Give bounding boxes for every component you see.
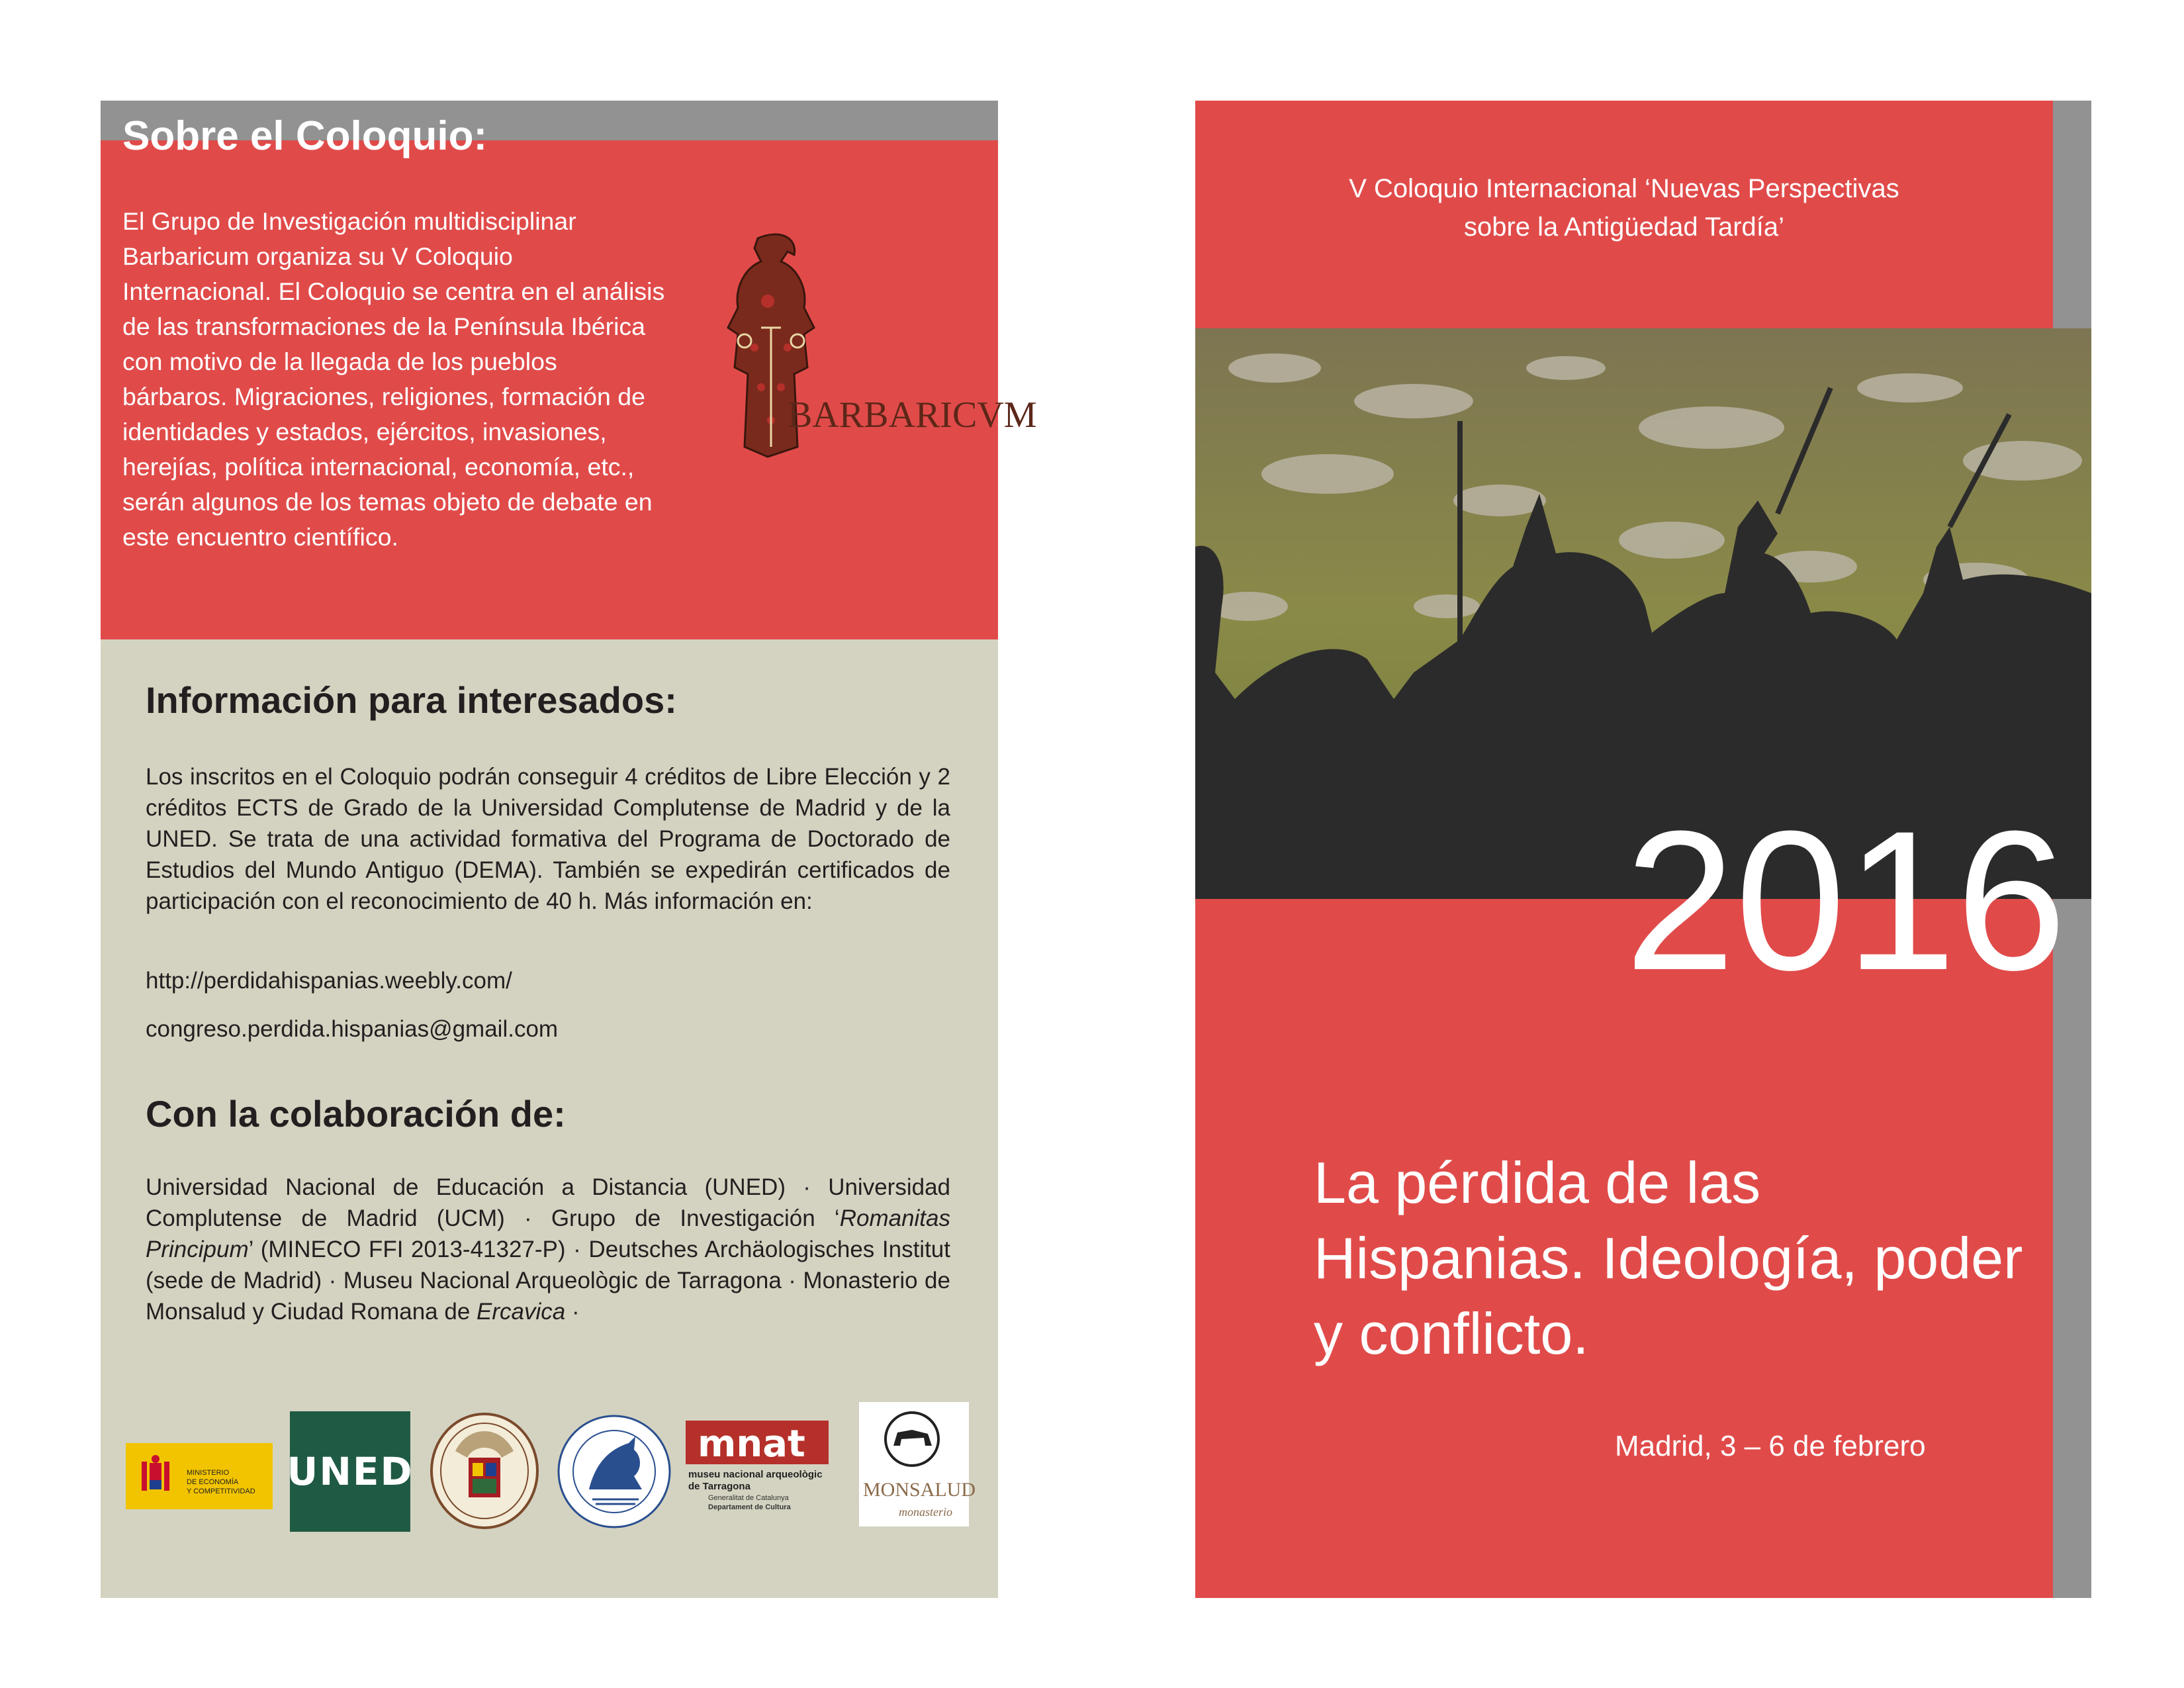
conference-title-line-1: V Coloquio Internacional ‘Nuevas Perspectivas [1349,174,1899,203]
collab-italic-ercavica: Ercavica [477,1299,566,1325]
svg-text:Departament de Cultura: Departament de Cultura [708,1503,791,1511]
about-title: Sobre el Coloquio: [122,113,488,159]
collab-text-2: ’ (MINECO FFI 2013-41327-P) · Deutsches Archäologisches Institut (sede de Madrid) · Museu Nacional Arqueològic de Tarragona · Monasterio de Monsalud y Ciudad Romana de [146,1237,950,1325]
info-body: Los inscritos en el Coloquio podrán conseguir 4 créditos de Libre Elección y 2 créditos ECTS de Grado de la Universidad Complutense de Madrid y de la UNED. Se trata de una actividad formativa del Programa de Doctorado de Estudios del Mundo Antiguo (DEMA). También se expedirán certificados de participación con el reconocimiento de 40 h. Más información en: [146,764,950,914]
collab-text-3: · [565,1299,580,1325]
collab-body [146,1172,950,1327]
dai-griffin-logo [556,1410,672,1533]
info-title: Información para interesados: [146,679,677,721]
event-dates: Madrid, 3 – 6 de febrero [1615,1430,1926,1462]
collab-text-1: Universidad Nacional de Educación a Distancia (UNED) · Universidad Complutense de Madrid (UCM) · Grupo de Investigación ‘ [146,1174,950,1231]
svg-text:de Tarragona: de Tarragona [688,1481,751,1492]
conference-title-line-2: sobre la Antigüedad Tardía’ [1463,212,1785,242]
svg-text:mnat: mnat [698,1423,805,1466]
collab-italic-romanitas: Romanitas Principum [146,1205,950,1262]
main-title: La pérdida de las Hispanias. Ideología, poder y conflicto. [1314,1150,2023,1366]
collab-title: Con la colaboración de: [146,1093,566,1135]
monsalud-monastery-logo [859,1402,976,1526]
svg-text:Generalitat de Catalunya: Generalitat de Catalunya [708,1494,789,1502]
barbaricum-logo-text: BARBARICVM [788,395,1037,436]
svg-text:museu nacional arqueològic: museu nacional arqueològic [688,1469,823,1480]
svg-text:MINISTERIO: MINISTERIO [187,1469,230,1477]
svg-text:Y COMPETITIVIDAD: Y COMPETITIVIDAD [187,1487,255,1495]
mineco-logo [126,1443,273,1509]
year-heading: 2016 [1625,789,2067,1011]
info-email-link[interactable]: congreso.perdida.hispanias@gmail.com [146,1016,559,1042]
svg-text:monasterio: monasterio [899,1505,952,1519]
uned-logo: UNED [290,1411,410,1532]
mnat-museum-logo [686,1421,829,1513]
about-body: El Grupo de Investigación multidisciplinar Barbaricum organiza su V Coloquio Internacional. El Coloquio se centra en el análisis de las transformaciones de la Península Ibérica con motivo de la llegada de los pueblos bárbaros. Migraciones, religiones, formación de identidades y estados, ejércitos, invasiones, herejías, política internacional, economía, etc., serán algunos de los temas objeto de debate en este encuentro científico. [122,207,665,551]
ucm-seal-logo [429,1411,540,1530]
conference-title [1195,169,2053,246]
info-website-link[interactable]: http://perdidahispanias.weebly.com/ [146,968,512,994]
barbaricum-eagle-logo [682,228,1037,477]
svg-text:MONSALUD: MONSALUD [863,1479,976,1501]
svg-text:DE ECONOMÍA: DE ECONOMÍA [187,1478,239,1486]
